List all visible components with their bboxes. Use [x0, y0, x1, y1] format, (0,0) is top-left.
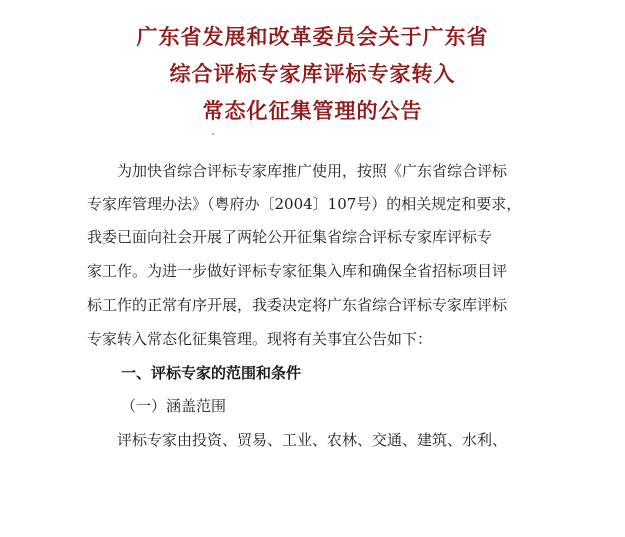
document-title-line-3: 常态化征集管理的公告 — [202, 99, 423, 123]
subsection-heading: （一）涵盖范围 — [121, 397, 227, 415]
body-text-line: 我委已面向社会开展了两轮公开征集省综合评标专家库评标专 — [87, 228, 493, 246]
body-text-line: 标工作的正常有序开展，我委决定将广东省综合评标专家库评标 — [87, 296, 508, 314]
scan-speck — [212, 133, 214, 135]
body-text-line: 为加快省综合评标专家库推广使用，按照《广东省综合评标 — [117, 162, 508, 180]
body-text-line-last: 评标专家由投资、贸易、工业、农林、交通、建筑、水利、 — [117, 431, 508, 449]
body-text-line: 专家转入常态化征集管理。现将有关事宜公告如下： — [87, 330, 433, 348]
body-text-line: 专家库管理办法》（粤府办〔2004〕107号）的相关规定和要求， — [87, 195, 522, 213]
body-text-line: 家工作。为进一步做好评标专家征集入库和确保全省招标项目评 — [87, 262, 508, 280]
document-title-line-2: 综合评标专家库评标专家转入 — [169, 62, 456, 86]
section-heading: 一、评标专家的范围和条件 — [121, 364, 302, 382]
document-title-line-1: 广东省发展和改革委员会关于广东省 — [136, 25, 489, 49]
